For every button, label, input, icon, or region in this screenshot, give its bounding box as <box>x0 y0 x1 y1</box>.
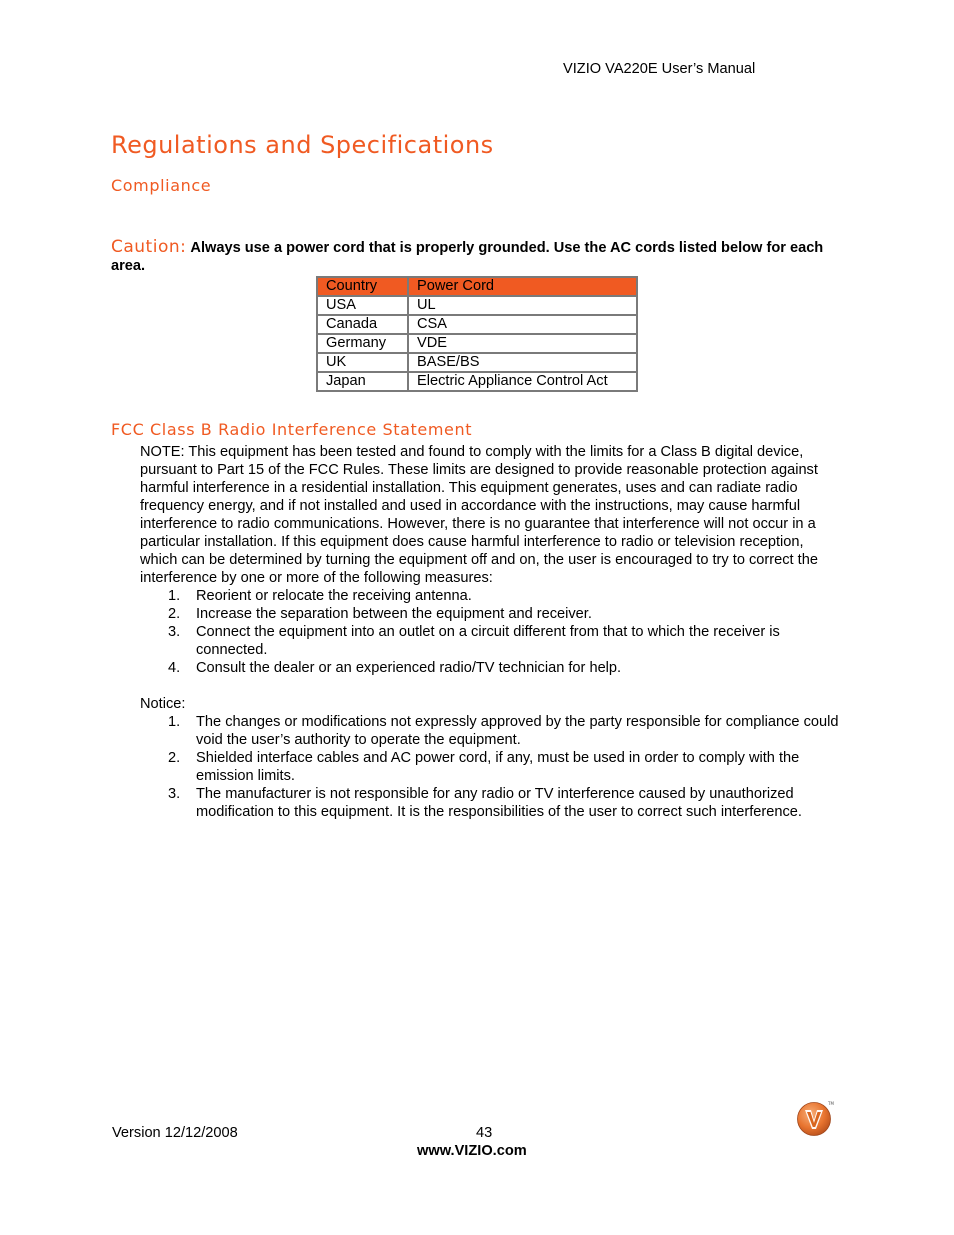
table-row <box>317 315 637 334</box>
list-item <box>140 749 842 785</box>
list-number: 3. <box>168 786 181 802</box>
list-item <box>140 713 842 749</box>
country-cell: USA <box>317 296 408 315</box>
list-text: Reorient or relocate the receiving antenna. <box>196 588 472 604</box>
list-text: Consult the dealer or an experienced radio/TV technician for help. <box>196 660 622 676</box>
fcc-note: NOTE: This equipment has been tested and found to comply with the limits for a Class B digital device, pursuant to Part 15 of the FCC Rules. These limits are designed to provide reasonable protection against harmful interference in a residential installation. This equipment generates, uses and can radiate radio frequency energy, and if not installed and used in accordance with the instructions, may cause harmful interference to radio communications. However, there is no guarantee that interference will not occur in a particular installation. If this equipment does cause harmful interference to radio or television reception, which can be determined by turning the equipment off and on, the user is encouraged to try to correct the interference by one or more of the following measures: <box>140 444 818 586</box>
list-text: Connect the equipment into an outlet on a circuit different from that to which the receiver is connected. <box>196 624 780 658</box>
power-cord-cell: BASE/BS <box>408 353 637 372</box>
list-text: Shielded interface cables and AC power cord, if any, must be used in order to comply with the emission limits. <box>196 750 800 784</box>
power-cord-cell: CSA <box>408 315 637 334</box>
power-cord-cell: Electric Appliance Control Act <box>408 372 637 391</box>
country-cell: Germany <box>317 334 408 353</box>
power-cord-cell: VDE <box>408 334 637 353</box>
list-text: Increase the separation between the equipment and receiver. <box>196 606 592 622</box>
page-number: 43 <box>476 1125 493 1141</box>
list-text: The manufacturer is not responsible for any radio or TV interference caused by unauthorized modification to this equipment. It is the responsibilities of the user to correct such interference. <box>196 786 802 820</box>
header-power-cord: Power Cord <box>408 277 637 296</box>
list-item <box>140 659 842 677</box>
country-cell: UK <box>317 353 408 372</box>
table-row <box>317 353 637 372</box>
compliance-heading: Compliance <box>111 176 212 195</box>
page-title: Regulations and Specifications <box>111 131 494 159</box>
table-header-row <box>317 277 637 296</box>
power-cord-table <box>316 276 638 392</box>
vizio-v-logo-icon <box>797 1100 833 1138</box>
list-number: 3. <box>168 624 181 640</box>
header-country: Country <box>317 277 408 296</box>
manual-title: VIZIO VA220E User’s Manual <box>563 61 756 77</box>
power-cord-cell: UL <box>408 296 637 315</box>
fcc-heading: FCC Class B Radio Interference Statement <box>111 420 473 439</box>
caution-text: Always use a power cord that is properly grounded. Use the AC cords listed below for each area. <box>111 240 824 274</box>
footer-version: Version 12/12/2008 <box>112 1125 238 1141</box>
table-row <box>317 334 637 353</box>
country-cell: Japan <box>317 372 408 391</box>
table-row <box>317 372 637 391</box>
list-item <box>140 785 842 821</box>
list-number: 1. <box>168 588 181 604</box>
list-number: 4. <box>168 660 181 676</box>
svg-text:TM: TM <box>828 1101 834 1106</box>
list-item <box>140 605 842 623</box>
caution-label: Caution: <box>111 237 187 257</box>
list-number: 2. <box>168 606 181 622</box>
list-text: The changes or modifications not expressly approved by the party responsible for compliance could void the user’s authority to operate the equipment. <box>196 714 839 748</box>
table-row <box>317 296 637 315</box>
list-number: 2. <box>168 750 181 766</box>
list-item <box>140 587 842 605</box>
notices-list <box>140 713 842 821</box>
measures-list <box>140 587 842 677</box>
list-number: 1. <box>168 714 181 730</box>
notice-label: Notice: <box>140 696 186 712</box>
list-item <box>140 623 842 659</box>
fcc-statement <box>140 443 842 821</box>
country-cell: Canada <box>317 315 408 334</box>
caution-note <box>111 238 841 275</box>
footer-url: www.VIZIO.com <box>417 1143 527 1159</box>
